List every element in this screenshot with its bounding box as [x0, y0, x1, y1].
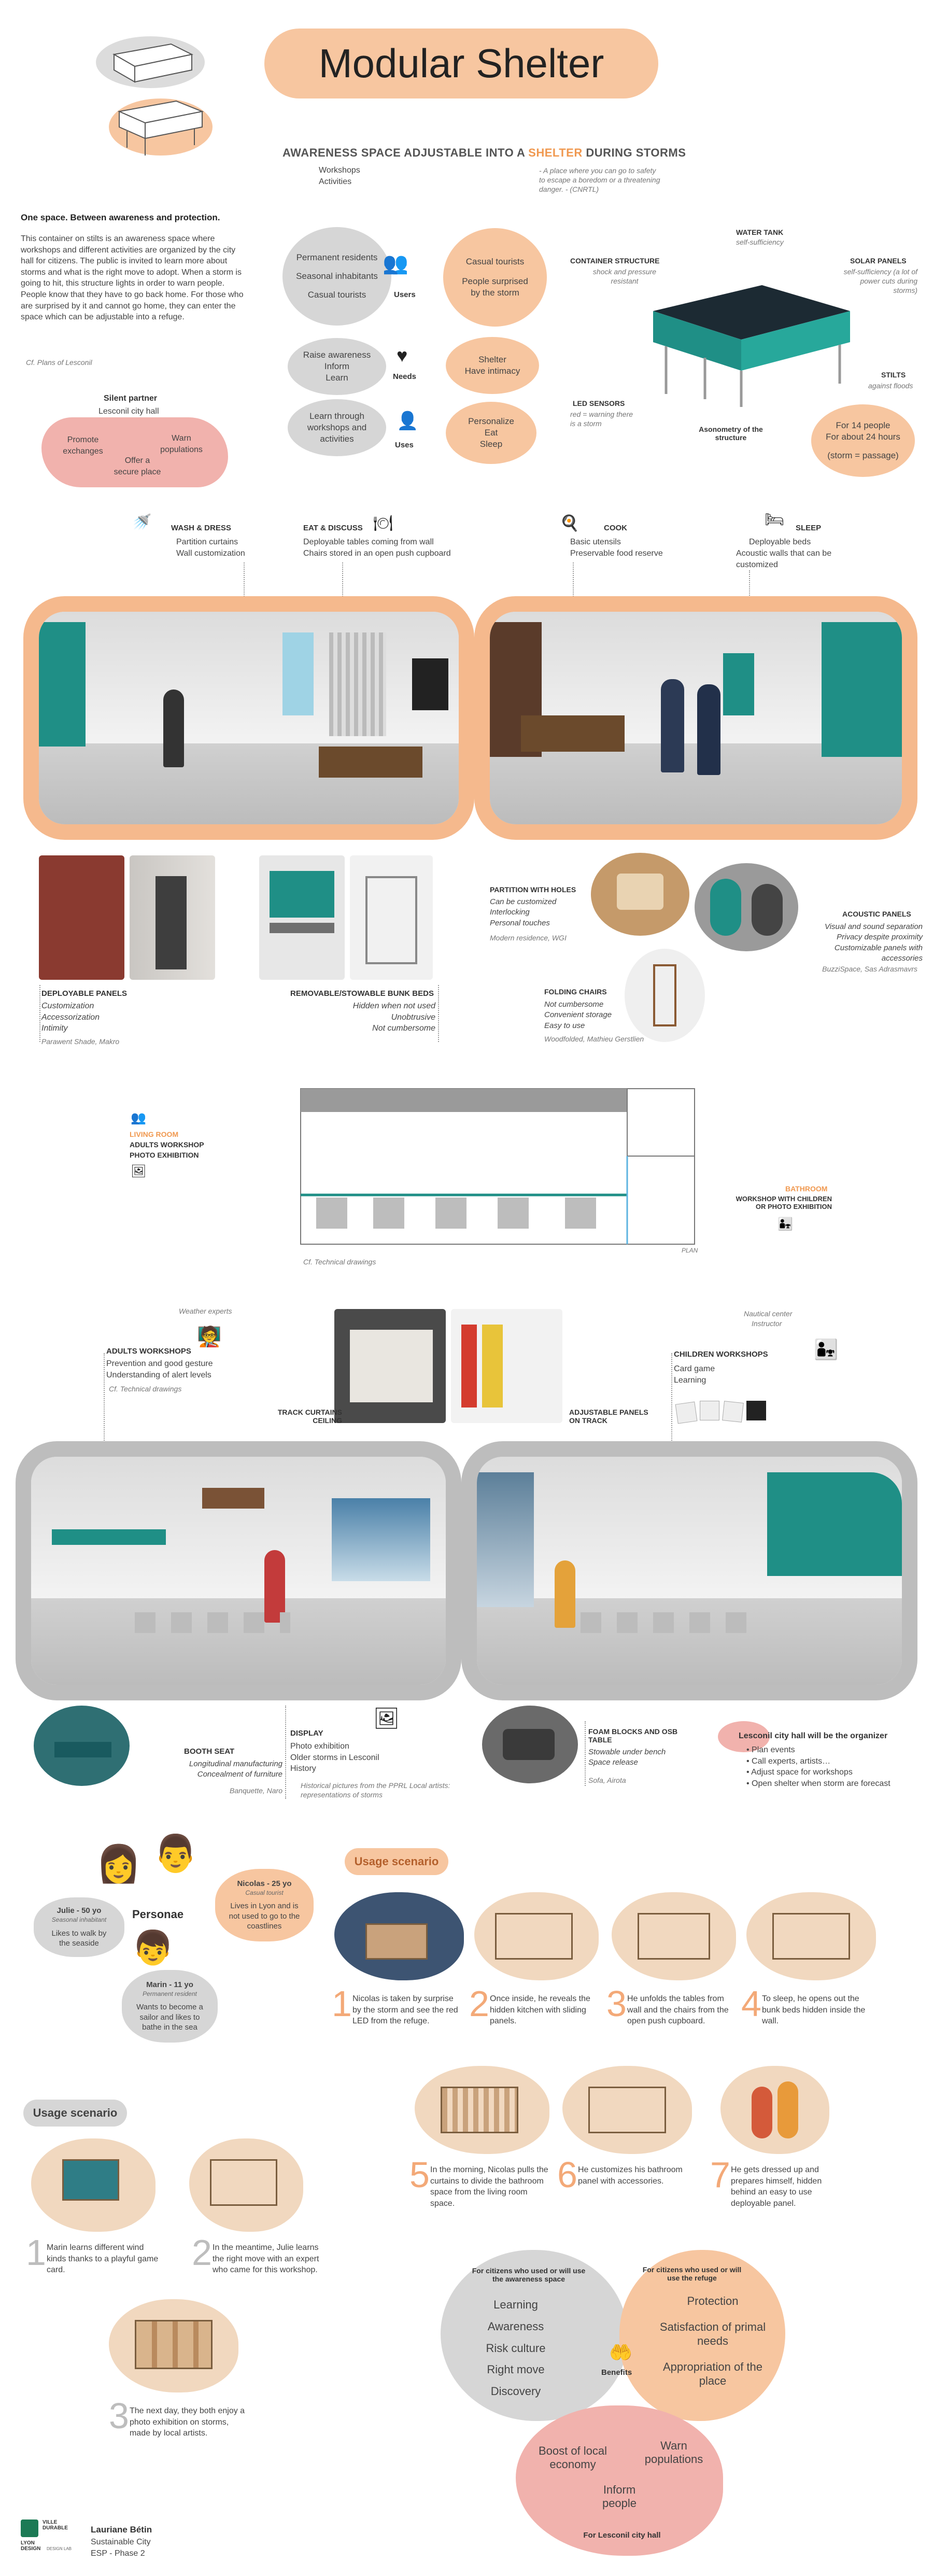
step-right-4-num: 4: [741, 1983, 761, 2024]
intro-heading: One space. Between awareness and protection.: [21, 213, 220, 222]
workshops-ref: Cf. Technical drawings: [109, 1385, 182, 1393]
step-right-2-num: 2: [469, 1983, 489, 2024]
children-line-1: Card game: [674, 1364, 715, 1373]
ref-partition-lines: Can be customized Interlocking Personal touches: [490, 897, 557, 927]
marin-blob: Marin - 11 yo Permanent resident Wants to become a sailor and likes to bathe in the sea: [122, 1970, 218, 2043]
heart-icon: ♥: [397, 345, 408, 366]
ref-photo-foam: [482, 1706, 578, 1783]
footer-logo: VILLE DURABLE LYON DESIGN DESIGN LAB: [21, 2519, 72, 2552]
step-left-3-text: The next day, they both enjoy a photo exhibition on storms, made by local artists.: [130, 2406, 245, 2438]
scenario-left-img-2: [189, 2138, 303, 2232]
step-right-4-text: To sleep, he opens out the bunk beds hidden inside the wall.: [762, 1994, 866, 2026]
organizer-items: • Plan events • Call experts, artists… • Adjust space for workshops • Open shelter when storm are forecast: [746, 1746, 890, 1788]
users-label: Users: [394, 290, 416, 299]
plan-adults: ADULTS WORKSHOP: [130, 1141, 204, 1149]
scenario-right-img-3: [612, 1892, 736, 1980]
ref-photo-booth: [34, 1706, 130, 1786]
ref-photo-curtains: [334, 1309, 446, 1423]
wash-line-2: Wall customization: [176, 549, 245, 558]
step-right-5-num: 5: [409, 2155, 430, 2195]
step-right-6-num: 6: [557, 2155, 577, 2195]
partner-item-2: Warn populations: [160, 434, 203, 454]
sleep-line-1: Deployable beds: [749, 538, 811, 546]
foam-credit: Sofa, Airota: [588, 1776, 626, 1784]
scenario-right-img-4: [746, 1892, 876, 1980]
water-tank-label: WATER TANK: [736, 228, 784, 236]
capacity-blob: For 14 people For about 24 hours (storm = passage): [811, 404, 915, 477]
uses-left-blob: Learn through workshops and activities: [288, 399, 386, 456]
render-children-workshop: [461, 1441, 917, 1700]
intro-ref: Cf. Plans of Lesconil: [26, 358, 92, 367]
ref-photo-bunk-1: [259, 855, 345, 980]
footer-course: Sustainable City: [91, 2538, 151, 2546]
ref-photo-acoustic: [695, 863, 798, 951]
step-right-1-text: Nicolas is taken by surprise by the storm and see the red LED from the refuge.: [352, 1994, 458, 2026]
usage-scenario-title-left: Usage scenario: [23, 2100, 127, 2127]
plan-living-room: LIVING ROOM: [130, 1130, 179, 1138]
adults-workshops-title: ADULTS WORKSHOPS: [106, 1347, 191, 1356]
plan-photo: PHOTO EXHIBITION: [130, 1151, 199, 1159]
step-right-6-text: He customizes his bathroom panel with accessories.: [578, 2165, 683, 2186]
wash-title: WASH & DRESS: [171, 524, 231, 532]
eat-title: EAT & DISCUSS: [303, 524, 363, 532]
ref-deployable-lines: Customization Accessorization Intimity: [41, 1002, 100, 1033]
ref-acoustic-credit: BuzziSpace, Sas Adrasmavrs: [822, 965, 917, 973]
subtitle-items: Workshops Activities: [319, 166, 360, 186]
booth-credit: Banquette, Naro: [230, 1786, 282, 1795]
container-axonometry: [643, 275, 860, 410]
step-right-1-num: 1: [332, 1983, 352, 2024]
eat-line-2: Chairs stored in an open push cupboard: [303, 549, 451, 558]
shelter-definition: - A place where you can go to safety to escape a boredom or a threatening danger. - (CNRTL): [539, 166, 660, 194]
plan-label: PLAN: [682, 1247, 698, 1254]
water-tank-sub: self-sufficiency: [736, 238, 784, 246]
ref-photo-partition: [591, 853, 689, 936]
step-right-3-num: 3: [606, 1983, 627, 2024]
personae-title: Personae: [132, 1908, 184, 1921]
step-right-3-text: He unfolds the tables from wall and the chairs from the open push cupboard.: [627, 1994, 729, 2026]
benefits-awareness-items: Learning Awareness Risk culture Right move Discovery: [486, 2298, 546, 2398]
ref-chair-title: FOLDING CHAIRS: [544, 988, 607, 996]
partner-item-1: Promote exchanges: [63, 435, 103, 456]
ref-photo-folding-chair: [625, 949, 705, 1042]
step-right-2-text: Once inside, he reveals the hidden kitchen with sliding panels.: [490, 1994, 590, 2026]
scenario-right-img-6: [562, 2066, 692, 2154]
cook-line-1: Basic utensils: [570, 538, 621, 546]
panels-label: ADJUSTABLE PANELS ON TRACK: [569, 1408, 648, 1425]
plan-ref: Cf. Technical drawings: [303, 1258, 376, 1266]
children-workshop-icon: 👨‍👧: [778, 1217, 793, 1231]
sleep-icon: 🛏: [765, 511, 785, 528]
step-left-2-text: In the meantime, Julie learns the right move with an expert who came for this workshop.: [213, 2243, 319, 2275]
benefits-refuge-items: Protection Satisfaction of primal needs Appropriation of the place: [659, 2295, 766, 2387]
cook-icon: 🍳: [560, 515, 579, 532]
children-line-2: Learning: [674, 1376, 706, 1385]
sleep-line-2: Acoustic walls that can be customized: [736, 549, 832, 569]
scenario-right-img-5: [415, 2066, 549, 2154]
benefits-city-item-3: Inform people: [602, 2483, 637, 2510]
step-left-3-num: 3: [109, 2396, 129, 2436]
benefits-refuge-title: For citizens who used or will use the refuge: [642, 2265, 742, 2282]
footer-author: Lauriane Bétin: [91, 2525, 152, 2535]
adults-workshop-icon: 👥: [131, 1111, 146, 1125]
stilts-label: STILTS: [881, 371, 906, 379]
uses-label: Uses: [395, 441, 414, 449]
step-right-5-text: In the morning, Nicolas pulls the curtains to divide the bathroom space from the living room space.: [430, 2165, 548, 2208]
ref-deployable-title: DEPLOYABLE PANELS: [41, 989, 128, 998]
children-table-icon: 👨‍👧: [814, 1339, 839, 1361]
scenario-right-img-2: [474, 1892, 599, 1980]
container-sub: shock and pressure resistant: [592, 268, 657, 286]
solar-sub: self-sufficiency (a lot of power cuts during storms): [843, 268, 917, 295]
plan-bathroom: BATHROOM: [785, 1185, 828, 1193]
needs-right-blob: Shelter Have intimacy: [446, 337, 539, 394]
group-users-icon: 👥: [383, 252, 408, 275]
footer-phase: ESP - Phase 2: [91, 2549, 145, 2558]
card-game: [676, 1399, 767, 1425]
container-icon-top: [93, 31, 207, 93]
scenario-right-img-7: [720, 2066, 829, 2154]
booth-lines: Longitudinal manufacturing Concealment of furniture: [189, 1759, 282, 1779]
benefits-hand-icon: 🤲: [609, 2342, 632, 2363]
partner-title: Silent partner: [104, 394, 158, 403]
benefits-center-label: Benefits: [601, 2368, 632, 2377]
adults-line-1: Prevention and good gesture: [106, 1359, 213, 1368]
display-icon: 🖼: [373, 1707, 400, 1730]
teacher-icon: 🧑‍🏫: [197, 1326, 222, 1348]
children-workshops-title: CHILDREN WORKSHOPS: [674, 1350, 768, 1359]
display-title: DISPLAY: [290, 1729, 323, 1738]
nicolas-avatar: 👨: [153, 1833, 199, 1874]
eat-icon: 🍽: [373, 515, 393, 532]
users-left-blob: Permanent residents Seasonal inhabitants Casual tourists: [282, 227, 391, 326]
booth-title: BOOTH SEAT: [184, 1747, 235, 1756]
photo-exhibition-icon: 🖼: [131, 1164, 147, 1178]
intro-body: This container on stilts is an awareness space where workshops and different activities are organized by the city hall for citizens. The public is invited to learn more about storms and what is the right move to adopt. When a storm is going to hit, this structure lights in order to warn people. People know that they have to go back home. For those who are surprised by it and cannot go home, they can enter the space which can be adjustable into a refuge.: [21, 234, 244, 322]
technical-plan: [295, 1078, 700, 1249]
ref-photo-deployable-1: [39, 855, 124, 980]
ref-deployable-credit: Parawent Shade, Makro: [41, 1037, 120, 1046]
person-icon: 👤: [397, 411, 419, 431]
partner-item-3: Offer a secure place: [114, 456, 161, 476]
instructor: Instructor: [752, 1319, 782, 1328]
benefits-city-title: For Lesconil city hall: [583, 2531, 661, 2540]
ref-photo-panels: [451, 1309, 562, 1423]
sleep-title: SLEEP: [796, 524, 822, 532]
wash-icon: 🚿: [132, 514, 152, 531]
ref-bunk-title: REMOVABLE/STOWABLE BUNK BEDS: [290, 989, 434, 998]
ref-acoustic-title: ACOUSTIC PANELS: [842, 910, 911, 918]
step-left-1-text: Marin learns different wind kinds thanks to a playful game card.: [47, 2243, 159, 2275]
weather-experts: Weather experts: [179, 1307, 232, 1315]
container-icon-bottom: [104, 91, 218, 163]
benefits-city-item-1: Boost of local economy: [538, 2444, 607, 2471]
scenario-left-img-1: [31, 2138, 156, 2232]
step-right-7-text: He gets dressed up and prepares himself, hidden behind an easy to use deployable panel.: [731, 2165, 822, 2208]
scenario-right-img-1: [334, 1892, 464, 1980]
solar-label: SOLAR PANELS: [850, 257, 907, 265]
cook-line-2: Preservable food reserve: [570, 549, 663, 558]
subtitle: AWARENESS SPACE ADJUSTABLE INTO A SHELTER DURING STORMS: [282, 146, 686, 159]
scenario-left-img-3: [109, 2299, 238, 2392]
ref-chair-lines: Not cumbersome Convenient storage Easy to use: [544, 1000, 612, 1030]
foam-title: FOAM BLOCKS AND OSB TABLE: [588, 1727, 678, 1744]
container-label: CONTAINER STRUCTURE: [570, 257, 660, 265]
step-left-2-num: 2: [192, 2232, 212, 2273]
ref-acoustic-lines: Visual and sound separation Privacy despite proximity Customizable panels with accessories: [824, 922, 923, 963]
nicolas-blob: Nicolas - 25 yo Casual tourist Lives in Lyon and is not used to go to the coastlines: [215, 1869, 314, 1941]
partner-sub: Lesconil city hall: [98, 407, 159, 416]
users-right-blob: Casual tourists People surprised by the storm: [443, 228, 547, 327]
step-left-1-num: 1: [26, 2232, 46, 2273]
wash-line-1: Partition curtains: [176, 538, 238, 546]
uses-right-blob: Personalize Eat Sleep: [446, 402, 536, 464]
adults-line-2: Understanding of alert levels: [106, 1371, 211, 1380]
organizer-title: Lesconil city hall will be the organizer: [739, 1732, 888, 1740]
render-adults-workshop: [16, 1441, 461, 1700]
needs-left-blob: Raise awareness Inform Learn: [288, 338, 386, 395]
ref-chair-credit: Woodfolded, Mathieu Gerstlien: [544, 1035, 644, 1043]
display-note: Historical pictures from the PPRL Local artists: representations of storms: [301, 1781, 450, 1799]
usage-scenario-title-right: Usage scenario: [345, 1848, 448, 1875]
benefits-awareness-title: For citizens who used or will use the awareness space: [472, 2267, 586, 2283]
render-cook-sleep: [474, 596, 917, 840]
eat-line-1: Deployable tables coming from wall: [303, 538, 434, 546]
ref-partition-title: PARTITION WITH HOLES: [490, 885, 576, 894]
ref-photo-bunk-2: [350, 855, 433, 980]
asonometry-label: Asonometry of the structure: [699, 425, 763, 442]
step-right-7-num: 7: [710, 2155, 730, 2195]
cook-title: COOK: [604, 524, 627, 532]
nautical-center: Nautical center: [744, 1310, 793, 1318]
display-lines: Photo exhibition Older storms in Lesconil History: [290, 1742, 379, 1773]
title-banner: [264, 29, 658, 98]
foam-lines: Stowable under bench Space release: [588, 1748, 666, 1767]
stilts-sub: against floods: [868, 382, 913, 390]
plan-children: WORKSHOP WITH CHILDREN OR PHOTO EXHIBITION: [736, 1195, 832, 1210]
ref-partition-credit: Modern residence, WGI: [490, 934, 567, 942]
render-eat-discuss: [23, 596, 474, 840]
led-label: LED SENSORS: [573, 399, 625, 407]
needs-label: Needs: [393, 372, 417, 381]
page-title: Modular Shelter: [318, 40, 604, 86]
benefits-city-item-2: Warn populations: [644, 2439, 703, 2466]
curtains-label: TRACK CURTAINS CEILING: [277, 1408, 342, 1425]
julie-blob: Julie - 50 yo Seasonal inhabitant Likes to walk by the seaside: [34, 1897, 124, 1957]
ref-photo-deployable-2: [130, 855, 215, 980]
led-sub: red = warning there is a storm: [570, 410, 633, 428]
marin-avatar: 👦: [132, 1929, 174, 1966]
ref-bunk-lines: Hidden when not used Unobtrusive Not cumbersome: [352, 1002, 435, 1033]
julie-avatar: 👩: [96, 1843, 142, 1884]
